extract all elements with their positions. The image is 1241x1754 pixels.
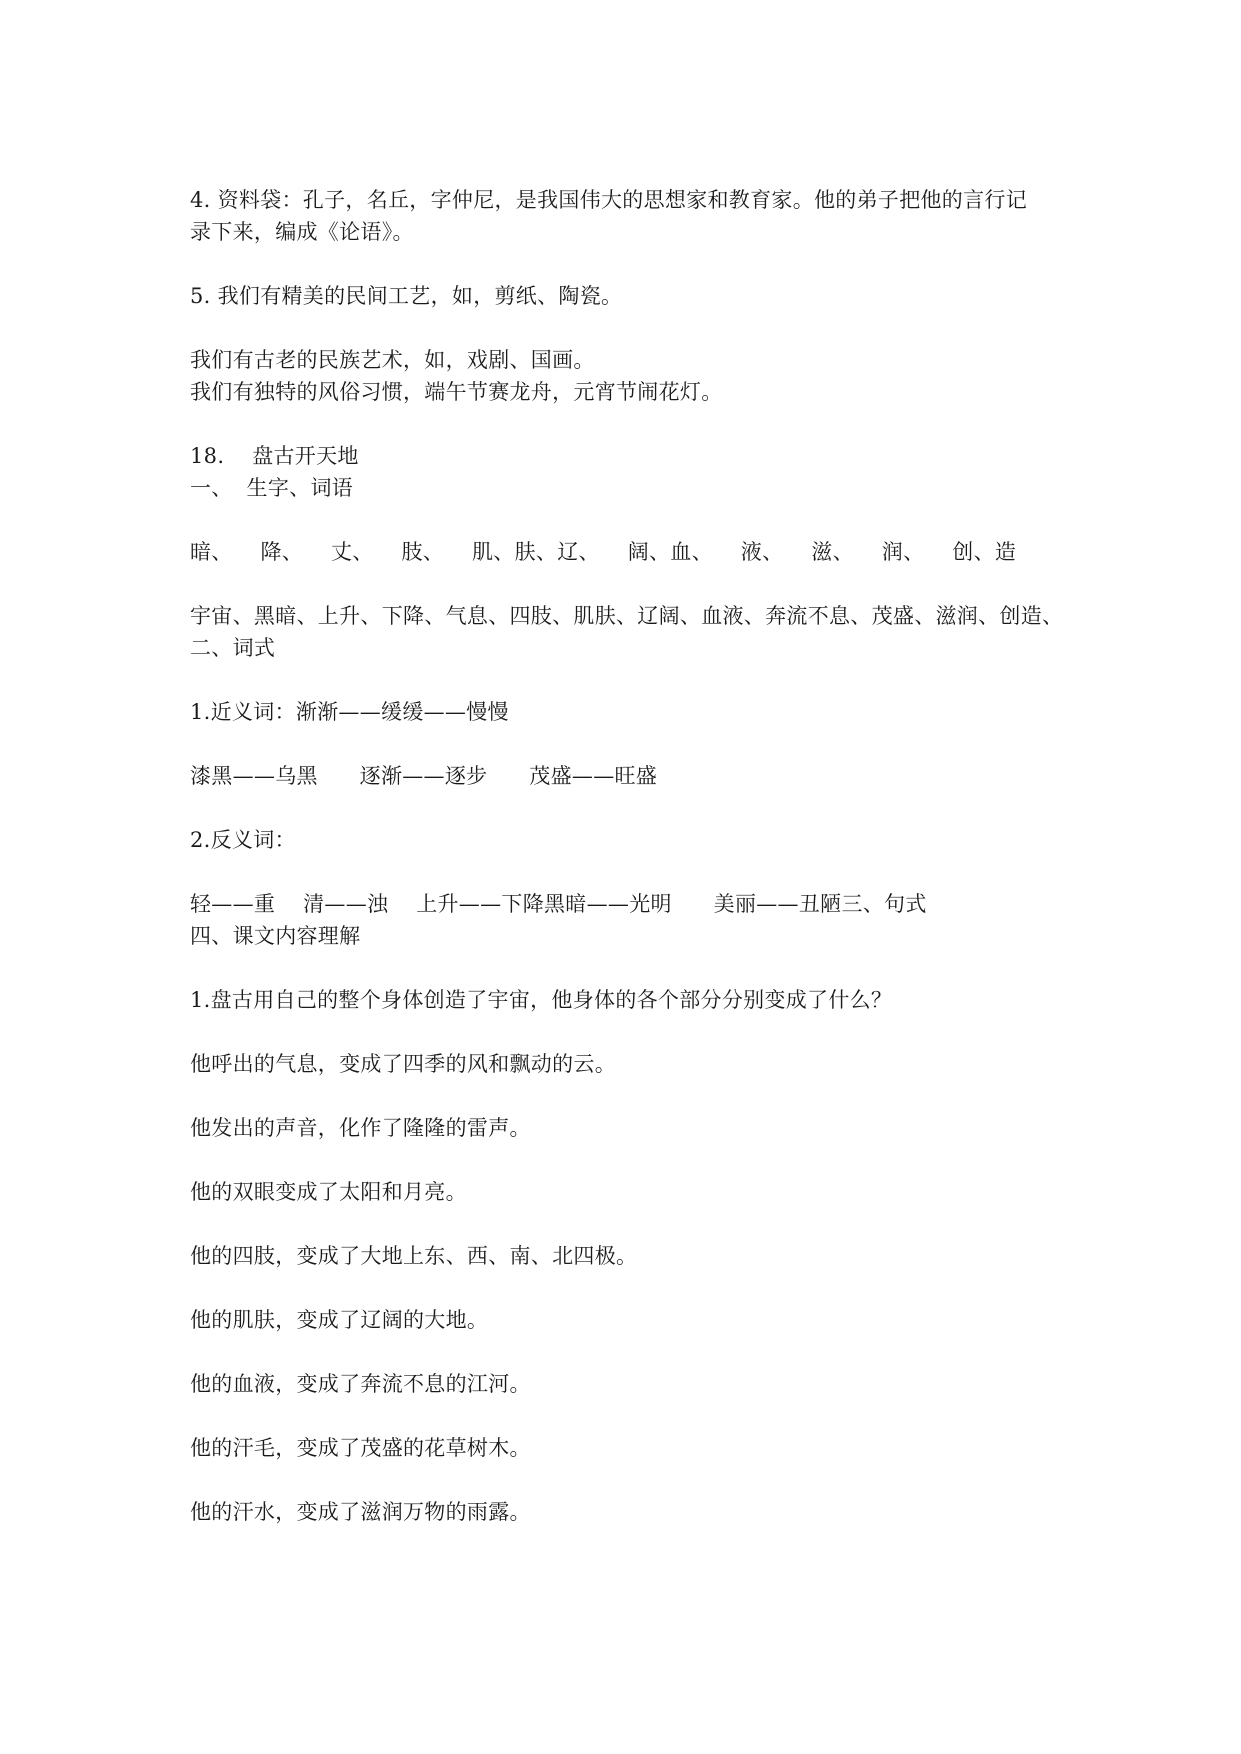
answer-line: 他的双眼变成了太阳和月亮。	[190, 1180, 467, 1204]
antonym-heading: 2.反义词：	[190, 828, 296, 852]
synonym-list: 漆黑——乌黑 逐渐——逐步 茂盛——旺盛	[190, 764, 658, 788]
answer-line: 他的肌肤，变成了辽阔的大地。	[190, 1308, 489, 1332]
paragraph-line: 我们有独特的风俗习惯，端午节赛龙舟，元宵节闹花灯。	[190, 380, 723, 404]
antonym-list: 轻——重 清——浊 上升——下降黑暗——光明 美丽——丑陋三、句式	[190, 892, 927, 916]
section-heading: 二、词式	[190, 636, 276, 660]
answer-line: 他发出的声音，化作了隆隆的雷声。	[190, 1116, 531, 1140]
question: 1.盘古用自己的整个身体创造了宇宙，他身体的各个部分分别变成了什么？	[190, 988, 893, 1012]
answer-line: 他的血液，变成了奔流不息的江河。	[190, 1372, 531, 1396]
section-heading: 四、课文内容理解	[190, 924, 361, 948]
word-list: 宇宙、黑暗、上升、下降、气息、四肢、肌肤、辽阔、血液、奔流不息、茂盛、滋润、创造、	[190, 604, 1064, 628]
paragraph-line: 我们有古老的民族艺术，如，戏剧、国画。	[190, 348, 595, 372]
answer-line: 他的汗水，变成了滋润万物的雨露。	[190, 1500, 531, 1524]
answer-line: 他的汗毛，变成了茂盛的花草树木。	[190, 1436, 531, 1460]
paragraph-line: 4. 资料袋：孔子，名丘，字仲尼，是我国伟大的思想家和教育家。他的弟子把他的言行记	[190, 188, 1028, 212]
lesson-title: 18. 盘古开天地	[190, 444, 359, 468]
synonym-heading: 1.近义词：渐渐——缓缓——慢慢	[190, 700, 509, 724]
character-list: 暗、 降、 丈、 肢、 肌、肤、辽、 阔、血、 液、 滋、 润、 创、造	[190, 540, 1017, 564]
answer-line: 他呼出的气息，变成了四季的风和飘动的云。	[190, 1052, 616, 1076]
paragraph-line: 5. 我们有精美的民间工艺，如，剪纸、陶瓷。	[190, 284, 623, 308]
answer-line: 他的四肢，变成了大地上东、西、南、北四极。	[190, 1244, 638, 1268]
section-heading: 一、 生字、词语	[190, 476, 354, 500]
paragraph-line: 录下来，编成《论语》。	[190, 220, 414, 244]
